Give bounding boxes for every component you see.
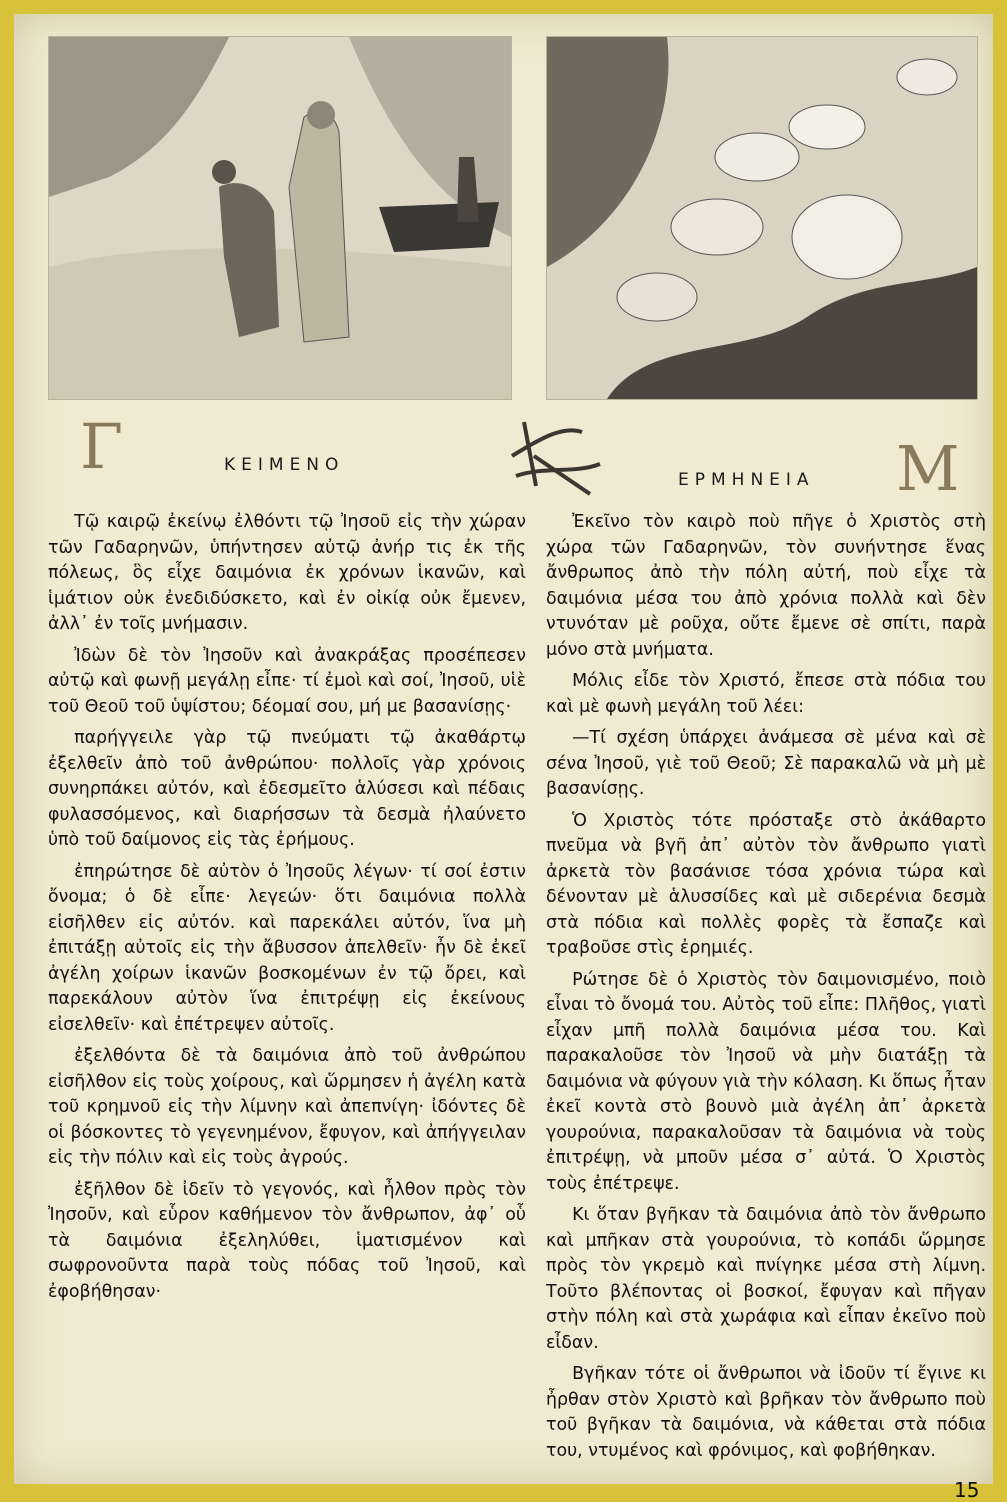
original-paragraph: παρήγγειλε γὰρ τῷ πνεύματι τῷ ἀκαθάρτῳ ἐξελθεῖν ἀπὸ τοῦ ἀνθρώπου· πολλοῖς γὰρ χρόνοις συνηρπάκει αὐτόν, καὶ ἐδεσμεῖτο ἁλύσεσι καὶ πέδαις φυλασσόμενος, καὶ διαρήσσων τὰ δεσμὰ ἠλαύνετο ὑπὸ τοῦ δαίμονος εἰς τὰς ἐρήμους. [48,728,526,850]
page-frame [14,14,993,1502]
illustration-christ-and-demoniac [48,36,512,400]
illustration-herd-of-swine [546,36,978,400]
heading-text: ΚΕΙΜΕΝΟ [224,455,345,475]
page-number: 15 [954,1478,980,1502]
interpretation-paragraph: —Τί σχέση ὑπάρχει ἀνάμεσα σὲ μένα καὶ σὲ σένα Ἰησοῦ, γιὲ τοῦ Θεοῦ; Σὲ παρακαλῶ νὰ μὴ μὲ βασανίσῃς. [546,728,986,799]
interpretation-paragraph: Μόλις εἶδε τὸν Χριστό, ἔπεσε στὰ πόδια του καὶ μὲ φωνὴ μεγάλη τοῦ λέει: [546,671,986,717]
handwritten-letter-right: Μ [896,432,960,505]
heading-interpretation: ΕΡΜΗΝΕΙΑ [678,470,815,490]
original-paragraph: ἐξελθόντα δὲ τὰ δαιμόνια ἀπὸ τοῦ ἀνθρώπου εἰσῆλθον εἰς τοὺς χοίρους, καὶ ὥρμησεν ἡ ἀγέλη κατὰ τοῦ κρημνοῦ εἰς τὴν λίμνην καὶ ἀπεπνίγη· ἰδόντες δὲ οἱ βόσκοντες τὸ γεγενημένον, ἔφυγον, καὶ ἀπήγγειλαν εἰς τὴν πόλιν καὶ εἰς τοὺς ἀγρούς. [48,1046,526,1168]
original-paragraph: Ἰδὼν δὲ τὸν Ἰησοῦν καὶ ἀνακράξας προσέπεσεν αὐτῷ καὶ φωνῇ μεγάλῃ εἶπε· τί ἐμοὶ καὶ σοί, Ἰησοῦ, υἱὲ τοῦ Θεοῦ τοῦ ὑψίστου; δέομαί σου, μή με βασανίσῃς· [48,645,526,717]
original-paragraph: ἐξῆλθον δὲ ἰδεῖν τὸ γεγονός, καὶ ἦλθον πρὸς τὸν Ἰησοῦν, καὶ εὗρον καθήμενον τὸν ἄνθρωπον, ἀφ᾽ οὗ τὰ δαιμόνια ἐξεληλύθει, ἱματισμένον καὶ σωφρονοῦντα παρὰ τοὺς πόδας τοῦ Ἰησοῦ, καὶ ἐφοβήθησαν· [48,1179,526,1302]
handwritten-letter-left: Γ [80,410,124,483]
original-text-column [48,510,526,1311]
interpretation-paragraph: Κι ὅταν βγῆκαν τὰ δαιμόνια ἀπὸ τὸν ἄνθρωπο καὶ μπῆκαν στὰ γουρούνια, τὸ κοπάδι ὥρμησε πρὸς τὸν γκρεμὸ καὶ πνίγηκε μέσα στὴ λίμνη. Τοῦτο βλέποντας οἱ βοσκοί, ἔφυγαν καὶ πῆγαν στὴν πόλη καὶ στὰ χωράφια καὶ εἶπαν ἐκεῖνο ποὺ εἶδαν. [546,1205,986,1353]
interpretation-paragraph: Ἐκεῖνο τὸν καιρὸ ποὺ πῆγε ὁ Χριστὸς στὴ χώρα τῶν Γαδαρηνῶν, τὸν συνήντησε ἕνας ἄνθρωπος ἀπὸ τὴν πόλη αὐτή, ποὺ εἶχε τὰ δαιμόνια μέσα του ἀπὸ χρόνια πολλὰ καὶ δὲν ντυνόταν μὲ ροῦχα, οὔτε ἔμενε σὲ σπίτι, παρὰ μόνο στὰ μνήματα. [546,512,986,660]
interpretation-paragraph: Ρώτησε δὲ ὁ Χριστὸς τὸν δαιμονισμένο, ποιὸ εἶναι τὸ ὄνομά του. Αὐτὸς τοῦ εἶπε: Πλῆθος, γιατὶ εἶχαν μπῆ πολλὰ δαιμόνια μέσα του. Καὶ παρακαλοῦσε τὸν Ἰησοῦ νὰ μὴν διατάξῃ τὰ δαιμόνια νὰ φύγουν γιὰ τὴν κόλαση. Κι ὅπως ἦταν ἐκεῖ κοντὰ στὸ βουνὸ μιὰ ἀγέλη ἀπ᾽ ἀρκετὰ γουρούνια, παρακαλοῦσαν τὰ δαιμόνια νὰ τοὺς ἐπιτρέψῃ, νὰ μποῦν μέσα σ᾽ αὐτά. Ὁ Χριστὸς τοὺς ἐπέτρεψε. [546,969,986,1194]
original-paragraph: Τῷ καιρῷ ἐκείνῳ ἐλθόντι τῷ Ἰησοῦ εἰς τὴν χώραν τῶν Γαδαρηνῶν, ὑπήντησεν αὐτῷ ἀνήρ τις ἐκ τῆς πόλεως, ὃς εἶχε δαιμόνια ἐκ χρόνων ἱκανῶν, καὶ ἱμάτιον οὐκ ἐνεδιδύσκετο, καὶ ἐν οἰκίᾳ οὐκ ἔμενεν, ἀλλ᾽ ἐν τοῖς μνήμασιν. [48,512,526,634]
interpretation-paragraph: Ὁ Χριστὸς τότε πρόσταξε στὸ ἀκάθαρτο πνεῦμα νὰ βγῆ ἀπ᾽ αὐτὸν τὸν ἄνθρωπο γιατὶ ἀρκετὰ τὸν βασάνισε τόσα χρόνια τώρα καὶ δένονταν μὲ ἁλυσσίδες καὶ μὲ σιδερένια δεσμὰ στὰ πόδια καὶ πολλὲς φορὲς τὰ ἔσπαζε καὶ τραβοῦσε στὶς ἐρημιές. [546,810,986,958]
interpretation-column [546,510,986,1470]
original-paragraph: ἐπηρώτησε δὲ αὐτὸν ὁ Ἰησοῦς λέγων· τί σοί ἐστιν ὄνομα; ὁ δὲ εἶπε· λεγεών· ὅτι δαιμόνια πολλὰ εἰσῆλθεν εἰς αὐτόν. καὶ παρεκάλει αὐτόν, ἵνα μὴ ἐπιτάξῃ αὐτοῖς εἰς τὴν ἄβυσσον ἀπελθεῖν· ἦν δὲ ἐκεῖ ἀγέλη χοίρων ἱκανῶν βοσκομένων ἐν τῷ ὄρει, καὶ παρεκάλουν αὐτὸν ἵνα ἐπιτρέψῃ εἰς ἐκείνους εἰσελθεῖν· καὶ ἐπέτρεψεν αὐτοῖς. [48,861,526,1035]
interpretation-paragraph: Βγῆκαν τότε οἱ ἄνθρωποι νὰ ἰδοῦν τί ἔγινε κι ἦρθαν στὸν Χριστὸ καὶ βρῆκαν τὸν ἄνθρωπο ποὺ τοῦ βγῆκαν τὰ δαιμόνια, νὰ κάθεται στὰ πόδια του, ντυμένος καὶ φρόνιμος, καὶ φοβήθηκαν. [546,1364,986,1461]
handwritten-scribble-mark [504,416,604,502]
